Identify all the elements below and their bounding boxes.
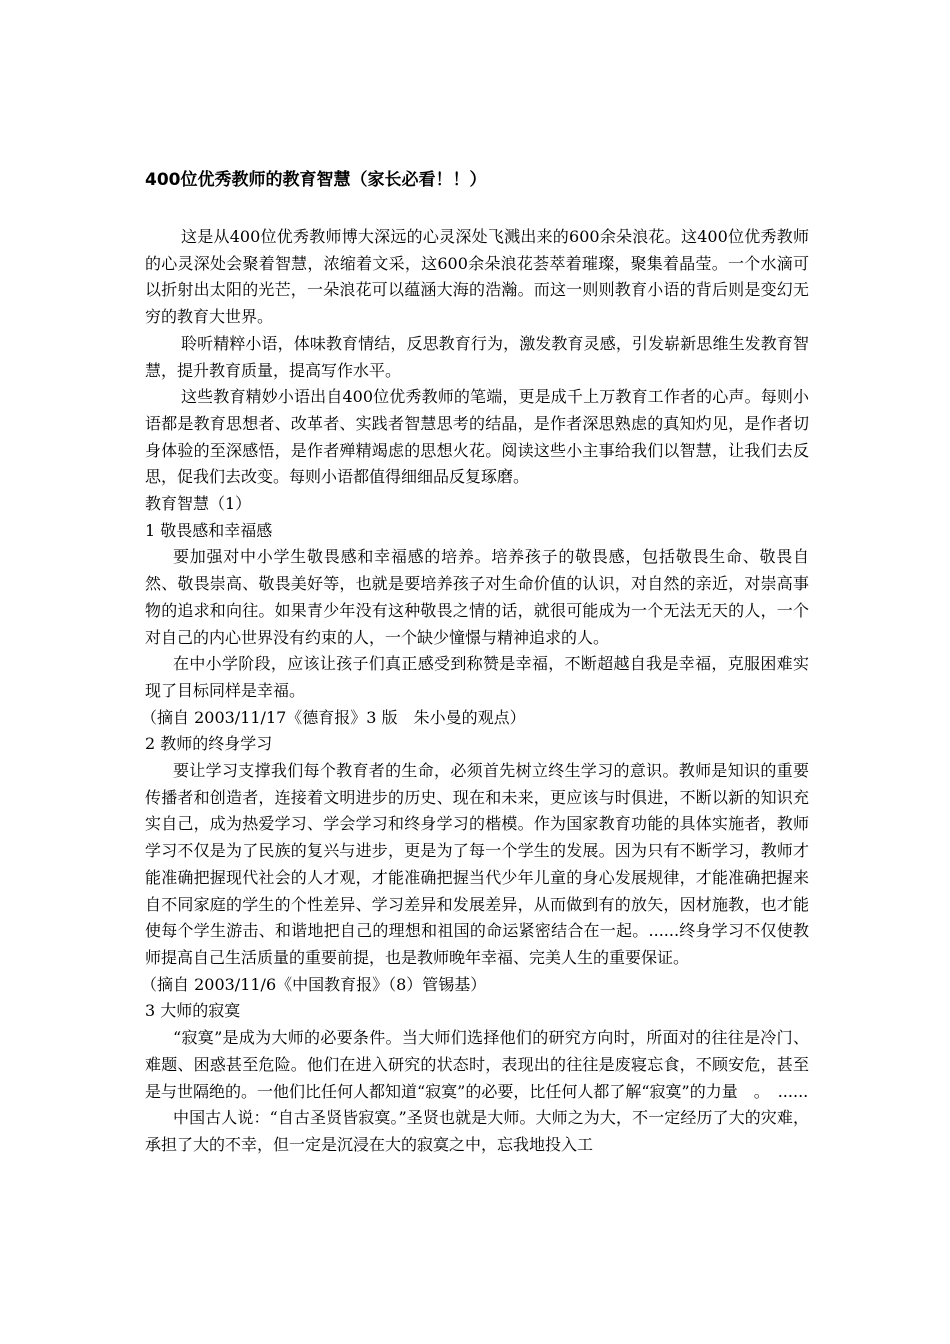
- item1-citation: （摘自 2003/11/17《德育报》3 版 朱小曼的观点）: [141, 707, 526, 727]
- item2-citation: （摘自 2003/11/6《中国教育报》（8）管锡基）: [141, 974, 487, 994]
- item3-paragraph-2: 中国古人说：“自古圣贤皆寂寞。”圣贤也就是大师。大师之为大，不一定经历了大的灾难，承担了大的不幸，但一定是沉浸在大的寂寞之中，忘我地投入工: [145, 1108, 809, 1154]
- document-title: 400位优秀教师的教育智慧（家长必看！！）: [145, 170, 487, 190]
- item3-heading: 3 大师的寂寞: [145, 1001, 241, 1021]
- item1-paragraph-1: 要加强对中小学生敬畏感和幸福感的培养。培养孩子的敬畏感，包括敬畏生命、敬畏自然、敬畏崇高、敬畏美好等，也就是要培养孩子对生命价值的认识，对自然的亲近，对崇高事物的追求和向往。如果青少年没有这种敬畏之情的话，就很可能成为一个无法无天的人，一个对自己的内心世界没有约束的人，一个缺少憧憬与精神追求的人。: [145, 547, 809, 647]
- item2-heading: 2 教师的终身学习: [145, 734, 273, 754]
- document-page: [141, 168, 809, 1159]
- item3-paragraph-1: “寂寞”是成为大师的必要条件。当大师们选择他们的研究方向时，所面对的往往是冷门、难题、困惑甚至危险。他们在进入研究的状态时，表现出的往往是废寝忘食，不顾安危，甚至是与世隔绝的。一他们比任何人都知道“寂寞”的必要，比任何人都了解“寂寞”的力量 。 ......: [145, 1028, 809, 1101]
- section-heading: 教育智慧（1）: [145, 494, 252, 514]
- intro-paragraph-2: 聆听精粹小语，体味教育情结，反思教育行为，激发教育灵感，引发崭新思维生发教育智慧，提升教育质量，提高写作水平。: [145, 333, 809, 380]
- intro-paragraph-3: 这些教育精妙小语出自400位优秀教师的笔端，更是成千上万教育工作者的心声。每则小语都是教育思想者、改革者、实践者智慧思考的结晶，是作者深思熟虑的真知灼见，是作者切身体验的至深感悟，是作者殚精竭虑的思想火花。阅读这些小主事给我们以智慧，让我们去反思，促我们去改变。每则小语都值得细细品反复琢磨。: [145, 387, 809, 487]
- item1-paragraph-2: 在中小学阶段，应该让孩子们真正感受到称赞是幸福，不断超越自我是幸福，克服困难实现了目标同样是幸福。: [145, 654, 809, 700]
- intro-paragraph-1: 这是从400位优秀教师博大深远的心灵深处飞溅出来的600余朵浪花。这400位优秀教师的心灵深处会聚着智慧，浓缩着文采，这600余朵浪花荟萃着璀璨，聚集着晶莹。一个水滴可以折射出太阳的光芒，一朵浪花可以蕴涵大海的浩瀚。而这一则则教育小语的背后则是变幻无穷的教育大世界。: [145, 227, 809, 327]
- item1-heading: 1 敬畏感和幸福感: [145, 520, 273, 540]
- item2-paragraph-1: 要让学习支撑我们每个教育者的生命，必须首先树立终生学习的意识。教师是知识的重要传播者和创造者，连接着文明进步的历史、现在和未来，更应该与时俱进，不断以新的知识充实自己，成为热爱学习、学会学习和终身学习的楷模。作为国家教育功能的具体实施者，教师学习不仅是为了民族的复兴与进步，更是为了每一个学生的发展。因为只有不断学习，教师才能准确把握现代社会的人才观，才能准确把握当代少年儿童的身心发展规律，才能准确把握来自不同家庭的学生的个性差异、学习差异和发展差异，从而做到有的放矢，因材施教，也才能使每个学生游击、和谐地把自己的理想和祖国的命运紧密结合在一起。......终身学习不仅使教师提高自己生活质量的重要前提，也是教师晚年幸福、完美人生的重要保证。: [145, 761, 809, 967]
